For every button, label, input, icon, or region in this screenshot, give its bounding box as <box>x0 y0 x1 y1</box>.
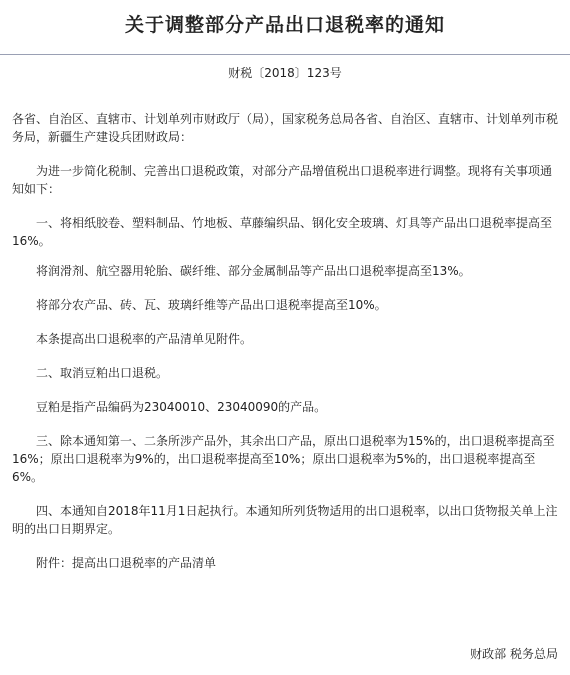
section-2-paragraph: 二、取消豆粕出口退税。 <box>36 366 169 380</box>
title-divider <box>0 54 570 55</box>
addressees: 各省、自治区、直辖市、计划单列市财政厅（局），国家税务总局各省、自治区、直辖市、计划单列市税务局，新疆生产建设兵团财政局： <box>12 112 559 144</box>
notice-title: 关于调整部分产品出口退税率的通知 <box>124 14 445 36</box>
attachment-line: 附件：提高出口退税率的产品清单 <box>36 556 217 570</box>
section-3-paragraph: 三、除本通知第一、二条所涉产品外，其余出口产品，原出口退税率为15%的，出口退税率提高至16%；原出口退税率为9%的，出口退税率提高至10%；原出口退税率为5%的，出口退税率提高至6%。 <box>12 434 555 484</box>
section-1-paragraph: 一、将相纸胶卷、塑料制品、竹地板、草藤编织品、钢化安全玻璃、灯具等产品出口退税率提高至16%。 <box>12 216 553 248</box>
section-1-agri-paragraph: 将部分农产品、砖、瓦、玻璃纤维等产品出口退税率提高至10%。 <box>36 298 387 312</box>
intro-paragraph: 为进一步简化税制、完善出口退税政策，对部分产品增值税出口退税率进行调整。现将有关事项通知如下： <box>12 164 553 196</box>
section-1-list-note: 本条提高出口退税率的产品清单见附件。 <box>36 332 253 346</box>
section-4-paragraph: 四、本通知自2018年11月1日起执行。本通知所列货物适用的出口退税率，以出口货物报关单上注明的出口日期界定。 <box>12 504 558 536</box>
document-number: 财税〔2018〕123号 <box>228 66 342 80</box>
notice-body <box>12 110 558 572</box>
section-1-lubricants-paragraph: 将润滑剂、航空器用轮胎、碳纤维、部分金属制品等产品出口退税率提高至13%。 <box>36 264 471 278</box>
issuer-signature: 财政部 税务总局 <box>470 647 558 661</box>
section-2-definition: 豆粕是指产品编码为23040010、23040090的产品。 <box>36 400 327 414</box>
